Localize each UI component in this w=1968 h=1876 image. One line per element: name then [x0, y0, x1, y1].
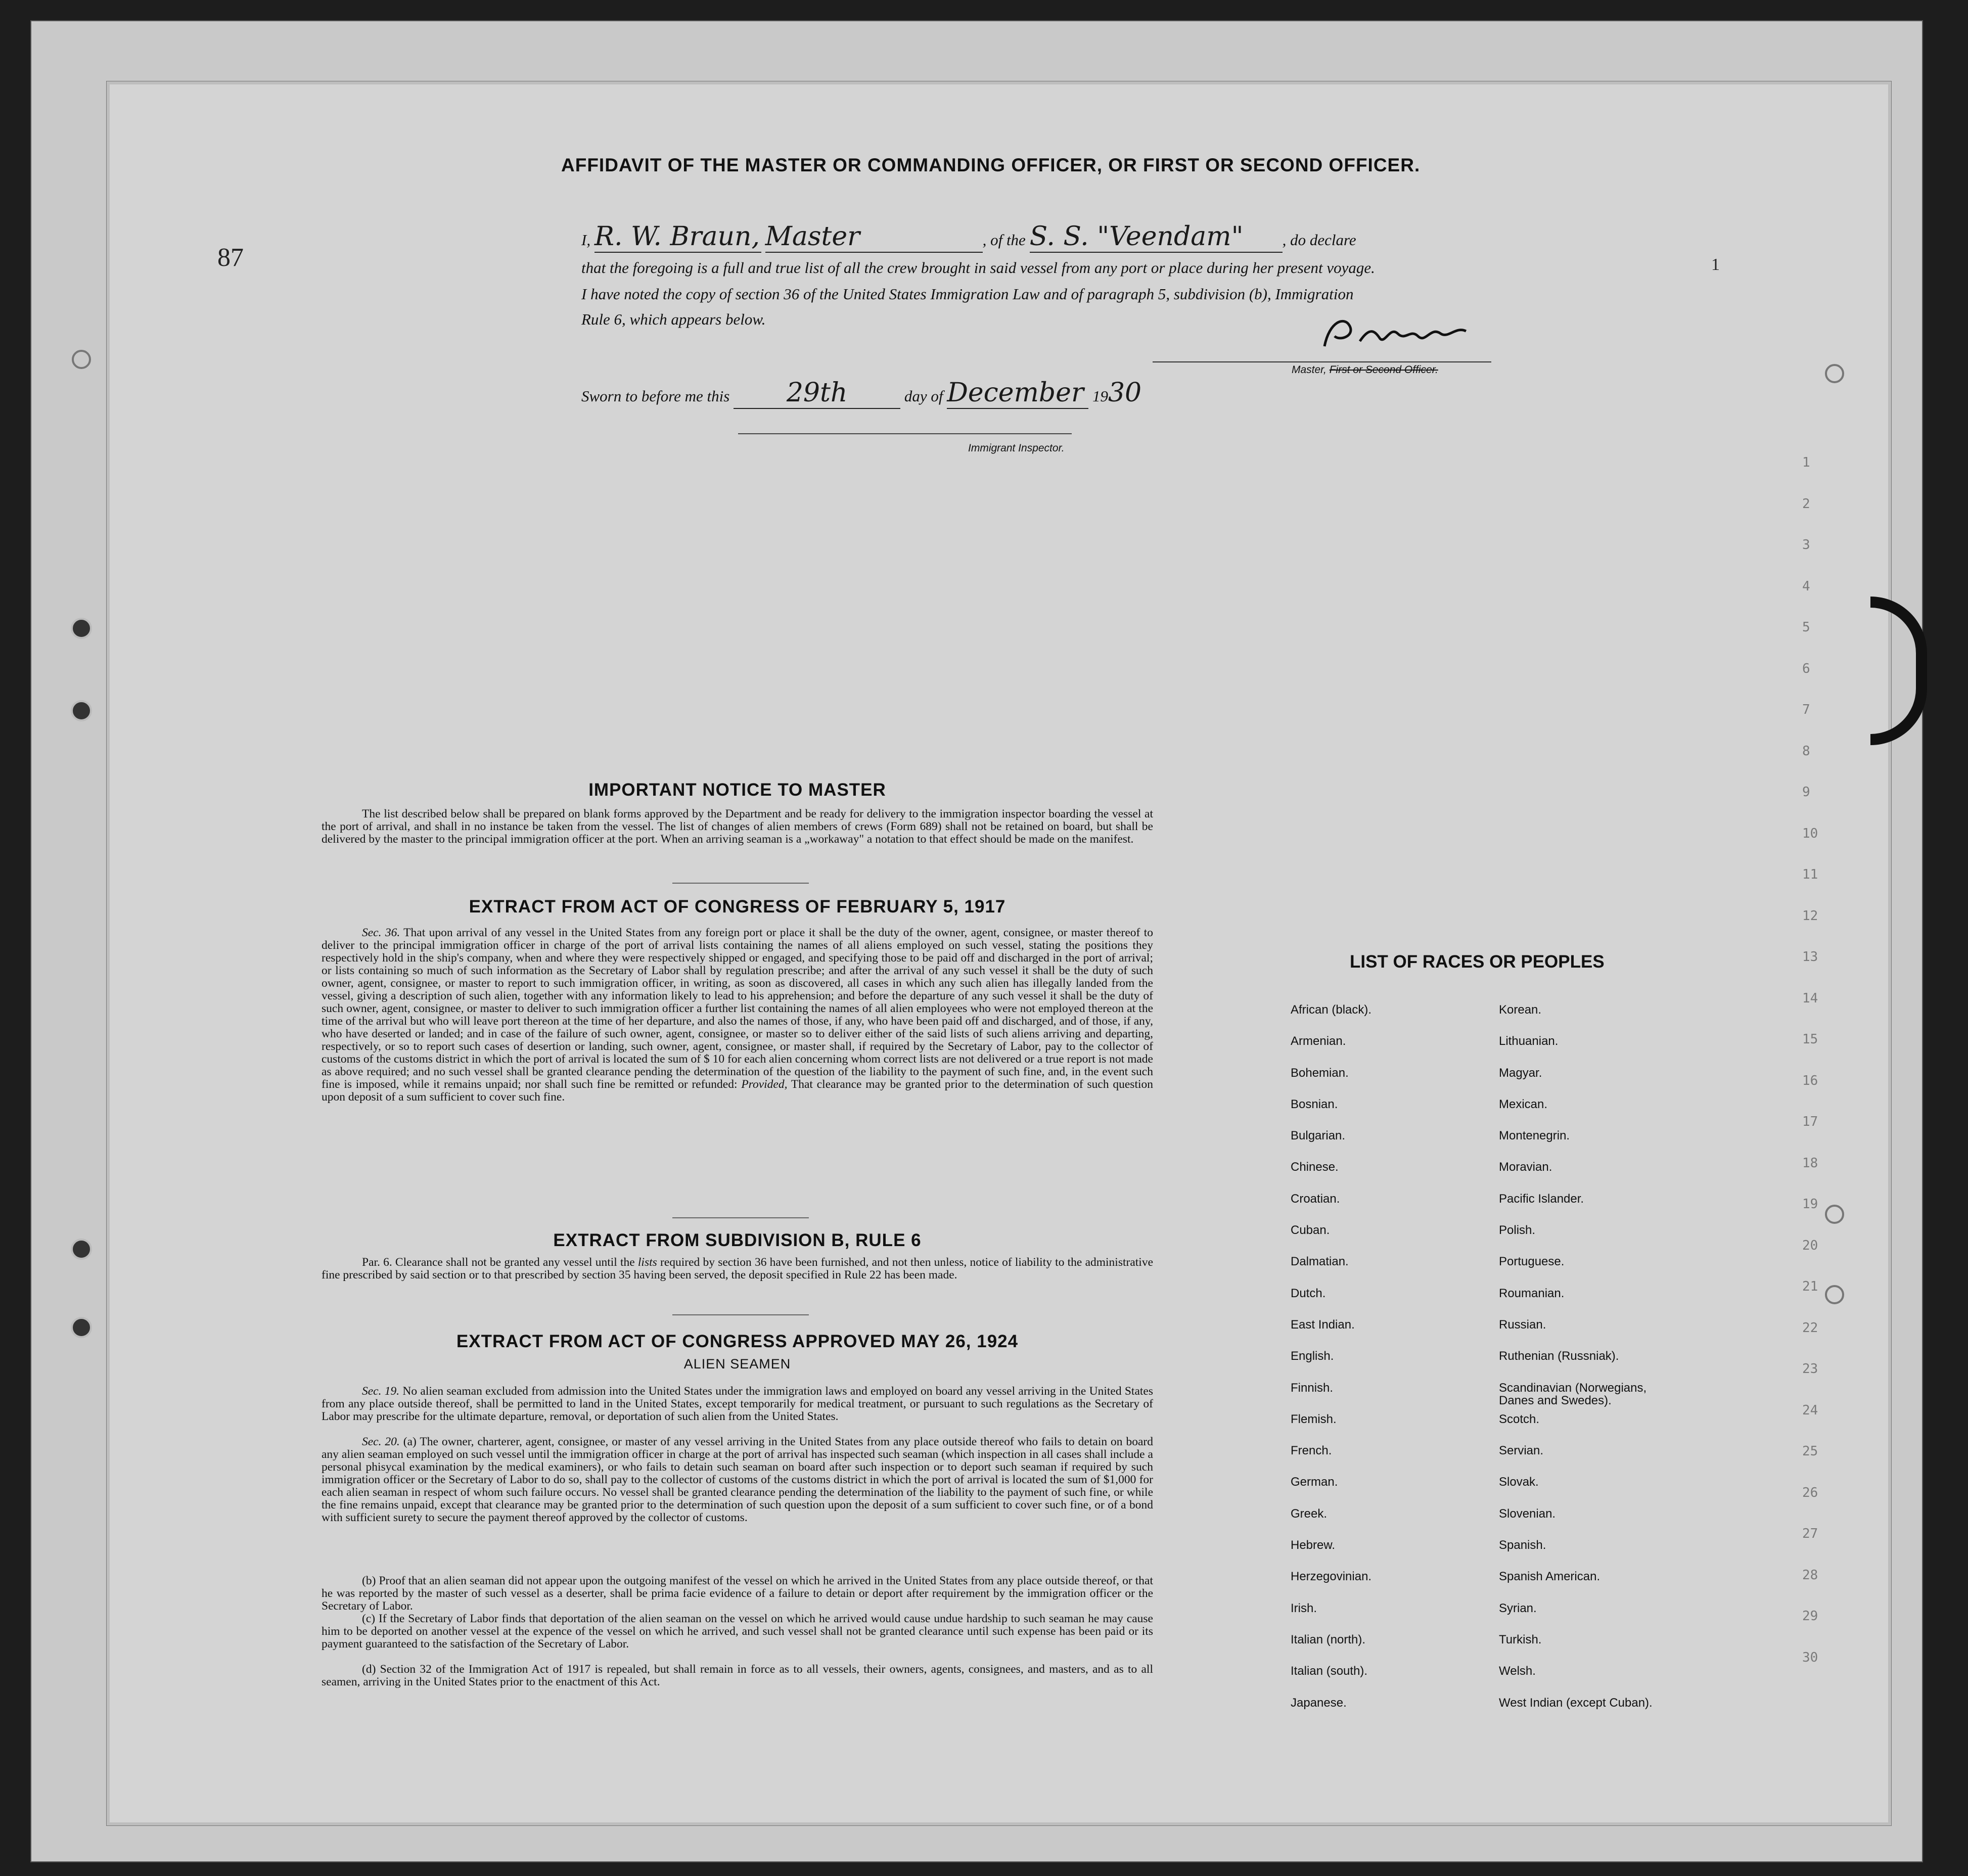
race-item: Chinese. [1291, 1160, 1339, 1174]
signature-label [1292, 364, 1438, 376]
sworn-line [581, 378, 1141, 409]
sworn-day-handwritten: 29th [734, 378, 900, 409]
extract-1917-title: EXTRACT FROM ACT OF CONGRESS OF FEBRUARY 5, 1917 [469, 897, 1006, 917]
row-number: 8 [1802, 743, 1810, 759]
race-item: Russian. [1499, 1317, 1546, 1332]
race-item: Japanese. [1291, 1696, 1347, 1710]
row-number: 19 [1802, 1197, 1818, 1212]
race-item: Flemish. [1291, 1412, 1337, 1426]
binding-ring [1825, 364, 1844, 383]
divider [672, 883, 809, 884]
race-item: Italian (south). [1291, 1664, 1368, 1678]
row-number: 28 [1802, 1567, 1818, 1583]
race-item: Moravian. [1499, 1160, 1552, 1174]
race-item: Irish. [1291, 1601, 1317, 1615]
binding-hole [71, 1239, 92, 1260]
row-number: 16 [1802, 1073, 1818, 1088]
margin-mark: 1 [1711, 255, 1720, 274]
race-item: French. [1291, 1444, 1332, 1458]
sec-20a-text: (a) The owner, charterer, agent, consignee, or master of any vessel arriving in the United States from any place outside thereof who fails to detain on board any alien seaman employed on such vessel until the immigration officer in charge at the port of arrival has inspected such seaman (which inspection in all cases shall include a personal phisycal examination by the medical examiners), or who fails to detain such seaman on board after such inspection or to deport such seaman if required by such immigration officer or the Secretary of Labor to do so, shall pay to the collector of customs of the customs district in which the port of arrival is located the sum of $1,000 for each alien seaman in respect of whom such failure occurs. No vessel shall be granted clearance pending the determination of the liability to the payment of such fine, or while the fine remains unpaid, except that clearance may be granted prior to the determination of such question upon the deposit of a sum sufficient to cover such fine, or of a bond with sufficient surety to secure the payment thereof approved by the collector of customs. [322, 1435, 1153, 1524]
extract-1924-subtitle: ALIEN SEAMEN [683, 1356, 791, 1371]
races-left-column [1291, 1003, 1371, 1728]
race-item: English. [1291, 1349, 1334, 1363]
signature-line [1153, 361, 1491, 362]
declaration-line-2: that the foregoing is a full and true list of all the crew brought in said vessel from any port or place during her present voyage. [581, 259, 1375, 277]
race-item: Syrian. [1499, 1601, 1537, 1615]
race-item: Bosnian. [1291, 1097, 1338, 1111]
declaration-line-1 [581, 221, 1356, 253]
race-item: Spanish. [1499, 1538, 1546, 1552]
row-number: 13 [1802, 949, 1818, 965]
affidavit-title: AFFIDAVIT OF THE MASTER OR COMMANDING OFFICER, OR FIRST OR SECOND OFFICER. [561, 155, 1421, 175]
master-name-handwritten: R. W. Braun, [594, 221, 761, 253]
divider [672, 1314, 809, 1315]
binding-hole [71, 1317, 92, 1338]
row-number: 7 [1802, 702, 1810, 717]
race-item: Polish. [1499, 1223, 1536, 1238]
binding-hole [71, 618, 92, 639]
race-item: Dutch. [1291, 1286, 1326, 1300]
sec-20b-body: (b) Proof that an alien seaman did not appear upon the outgoing manifest of the vessel on which he arrived in the United States from any place outside thereof, or that he was reported by the master of such vessel as a deserter, shall be prima facie evidence of a failure to detain or deport after requirement by the immigration officer or the Secretary of Labor. [322, 1574, 1153, 1613]
row-number: 24 [1802, 1402, 1818, 1418]
race-item: Turkish. [1499, 1632, 1542, 1646]
binding-ring [1825, 1205, 1844, 1224]
race-item: Herzegovinian. [1291, 1570, 1372, 1584]
inspector-label: Immigrant Inspector. [968, 442, 1065, 454]
master-signature [1314, 311, 1486, 356]
race-item: Korean. [1499, 1003, 1542, 1017]
rule-6-italic: lists [637, 1256, 657, 1269]
declaration-prefix: I, [581, 231, 591, 249]
row-number: 4 [1802, 578, 1810, 594]
race-item: Slovak. [1499, 1475, 1539, 1489]
race-item: German. [1291, 1475, 1338, 1489]
race-item: Slovenian. [1499, 1506, 1556, 1521]
sworn-month-handwritten: December [947, 378, 1088, 409]
sec-20c-body: (c) If the Secretary of Labor finds that deportation of the alien seaman on the vessel on which he arrived would cause undue hardship to such seaman he may cause him to be deported on another vessel at the expence of the vessel on which he arrived, and such vessel shall not be granted clearance until such expense has been paid or its payment guaranteed to the satisfaction of the Secretary of Labor. [322, 1612, 1153, 1651]
row-number: 2 [1802, 496, 1810, 512]
row-number: 25 [1802, 1444, 1818, 1459]
race-item: Scotch. [1499, 1412, 1540, 1426]
sec-36-text: That upon arrival of any vessel in the United States from any foreign port or place it shall be the duty of the owner, agent, consignee, or master thereof to deliver to the principal immigration officer in charge of the port of arrival lists containing the names of all aliens employed on such vessel, stating the positions they respectively hold in the ship's company, when and where they were respectively shipped or engaged, and specifying those to be paid off and discharged in the port of arrival; or lists containing so much of such information as the Secretary of Labor shall by regulation prescribe; and after the arrival of any such vessel it shall be the duty of such owner, agent, consignee, or master to report to such immigration officer, in writing, as soon as discovered, all cases in which any such alien has illegally landed from the vessel, giving a description of such alien, together with any information likely to lead to his apprehension; and before the departure of any such vessel it shall be the duty of such owner, agent, consignee, or master to deliver to such immigration officer a further list containing the names of all alien employees who were not employed thereon at the time of the arrival but who will leave port thereon at the time of her departure, and also the names of those, if any, who have been paid off and discharged, and of those, if any, who have deserted or landed; and in case of the failure of such owner, agent, consignee, or master so to deliver either of the said lists of such aliens arriving and departing, respectively, or so to report such cases of desertion or landing, such owner, agent, consignee, or master shall, if required by the Secretary of Labor, pay to the collector of customs of the customs district in which the port of arrival is located the sum of $ 10 for each alien concerning whom correct lists are not delivered or a true report is not made as above required; and no such vessel shall be granted clearance pending the determination of the question of the liability to the payment of such fine, and, in the event such fine is imposed, while it remains unpaid; nor shall such fine be remitted or refunded: [322, 926, 1153, 1091]
row-number: 26 [1802, 1485, 1818, 1500]
races-right-column [1499, 1003, 1653, 1728]
row-number: 18 [1802, 1155, 1818, 1171]
declaration-of: , of the [982, 231, 1026, 249]
row-number: 6 [1802, 661, 1810, 676]
sec-19-body [322, 1385, 1153, 1423]
vessel-name-handwritten: S. S. "Veendam" [1030, 221, 1283, 253]
binding-hole [71, 700, 92, 721]
margin-mark: 87 [217, 243, 244, 272]
binding-ring [1825, 1285, 1844, 1304]
row-number: 1 [1802, 455, 1810, 470]
divider [672, 1217, 809, 1218]
extract-1917-body [322, 927, 1153, 1104]
row-number: 22 [1802, 1320, 1818, 1336]
sec-20-label: Sec. 20. [362, 1435, 400, 1448]
signature-label-struck: First or Second Officer. [1329, 364, 1438, 376]
sec-19-text: No alien seaman excluded from admission into the United States under the immigration laws and employed on board any vessel arriving in the United States from any place outside thereof, shall be permitted to land in the United States, except temporarily for medical treatment, or pursuant to such regulations as the Secretary of Labor may prescribe for the ultimate departure, removal, or deportation of such alien from the United States. [322, 1385, 1153, 1423]
row-number: 12 [1802, 908, 1818, 924]
sworn-year-prefix: 19 [1092, 387, 1108, 405]
race-item: Magyar. [1499, 1066, 1542, 1080]
race-item: Servian. [1499, 1444, 1544, 1458]
declaration-line-4: Rule 6, which appears below. [581, 310, 766, 328]
row-number: 21 [1802, 1279, 1818, 1294]
race-item: Bohemian. [1291, 1066, 1349, 1080]
row-number: 15 [1802, 1032, 1818, 1047]
row-number: 14 [1802, 990, 1818, 1006]
race-item: Bulgarian. [1291, 1129, 1346, 1143]
race-item: Hebrew. [1291, 1538, 1336, 1552]
sworn-day-of: day of [904, 387, 943, 405]
race-item: Armenian. [1291, 1034, 1346, 1048]
race-item: West Indian (except Cuban). [1499, 1696, 1653, 1710]
row-number: 5 [1802, 620, 1810, 635]
race-item: Croatian. [1291, 1192, 1340, 1206]
proviso-label: Provided, [741, 1078, 788, 1091]
row-number: 9 [1802, 785, 1810, 800]
rule-6-text-a: Par. 6. Clearance shall not be granted any vessel until the [362, 1256, 635, 1269]
sworn-prefix: Sworn to before me this [581, 387, 730, 405]
row-number: 17 [1802, 1114, 1818, 1129]
rule-6-body [322, 1256, 1153, 1282]
declaration-line-3: I have noted the copy of section 36 of the United States Immigration Law and of paragraph 5, subdivision (b), Immigration [581, 285, 1354, 303]
row-number: 11 [1802, 867, 1818, 882]
master-rank-handwritten: Master [765, 221, 983, 253]
race-item: Italian (north). [1291, 1632, 1366, 1646]
sec-36-label: Sec. 36. [362, 926, 400, 939]
rule-6-text-b: required by section 36 have been furnished, and not then unless, notice of liability to the administrative fine prescribed by said section or to that prescribed by section 35 having been served, the deposit specified in Rule 22 has been made. [322, 1256, 1153, 1282]
race-item: Lithuanian. [1499, 1034, 1559, 1048]
race-item: Welsh. [1499, 1664, 1536, 1678]
race-item: Greek. [1291, 1506, 1328, 1521]
row-number: 3 [1802, 537, 1810, 553]
signature-label-master: Master, [1292, 364, 1326, 376]
rule-6-title: EXTRACT FROM SUBDIVISION B, RULE 6 [553, 1230, 922, 1250]
proviso-text: That clearance may be granted prior to the determination of such question upon deposit of a sum sufficient to cover such fine. [322, 1078, 1154, 1104]
notice-title: IMPORTANT NOTICE TO MASTER [588, 780, 886, 800]
race-item: Portuguese. [1499, 1255, 1565, 1269]
race-item: Mexican. [1499, 1097, 1548, 1111]
sec-20a-body [322, 1436, 1153, 1524]
race-item: Scandinavian (Norwegians, Danes and Swedes). [1499, 1381, 1647, 1407]
binding-ring [72, 350, 91, 369]
sec-19-label: Sec. 19. [362, 1385, 400, 1398]
sworn-year-handwritten: 30 [1108, 378, 1142, 408]
row-number: 29 [1802, 1609, 1818, 1624]
race-item: Dalmatian. [1291, 1255, 1349, 1269]
inspector-signature-line [738, 433, 1072, 434]
row-number: 10 [1802, 826, 1818, 841]
races-title: LIST OF RACES OR PEOPLES [1350, 952, 1605, 972]
extract-1924-title: EXTRACT FROM ACT OF CONGRESS APPROVED MAY 26, 1924 [456, 1332, 1019, 1351]
race-item: East Indian. [1291, 1317, 1355, 1332]
row-number: 30 [1802, 1650, 1818, 1665]
race-item: Spanish American. [1499, 1570, 1600, 1584]
race-item: Pacific Islander. [1499, 1192, 1584, 1206]
row-number: 23 [1802, 1361, 1818, 1377]
race-item: Montenegrin. [1499, 1129, 1570, 1143]
row-number: 27 [1802, 1526, 1818, 1541]
sec-20d-body: (d) Section 32 of the Immigration Act of 1917 is repealed, but shall remain in force as to all vessels, their owners, agents, consignees, and masters, and as to all seamen, arriving in the United States prior to the enactment of this Act. [322, 1663, 1153, 1688]
race-item: Finnish. [1291, 1381, 1334, 1395]
race-item: Ruthenian (Russniak). [1499, 1349, 1619, 1363]
race-item: Cuban. [1291, 1223, 1330, 1238]
declaration-suffix: , do declare [1282, 231, 1356, 249]
notice-body: The list described below shall be prepared on blank forms approved by the Department and be ready for delivery to the immigration inspector boarding the vessel at the port of arrival, and shall in no instance be taken from the vessel. The list of changes of alien members of crews (Form 689) shall not be retained on board, but shall be delivered by the master to the principal immigration officer at the port. When an arriving seaman is a „workaway" a notation to that effect should be made on the manifest. [322, 807, 1153, 846]
row-number: 20 [1802, 1238, 1818, 1253]
race-item: Roumanian. [1499, 1286, 1565, 1300]
race-item: African (black). [1291, 1003, 1372, 1017]
